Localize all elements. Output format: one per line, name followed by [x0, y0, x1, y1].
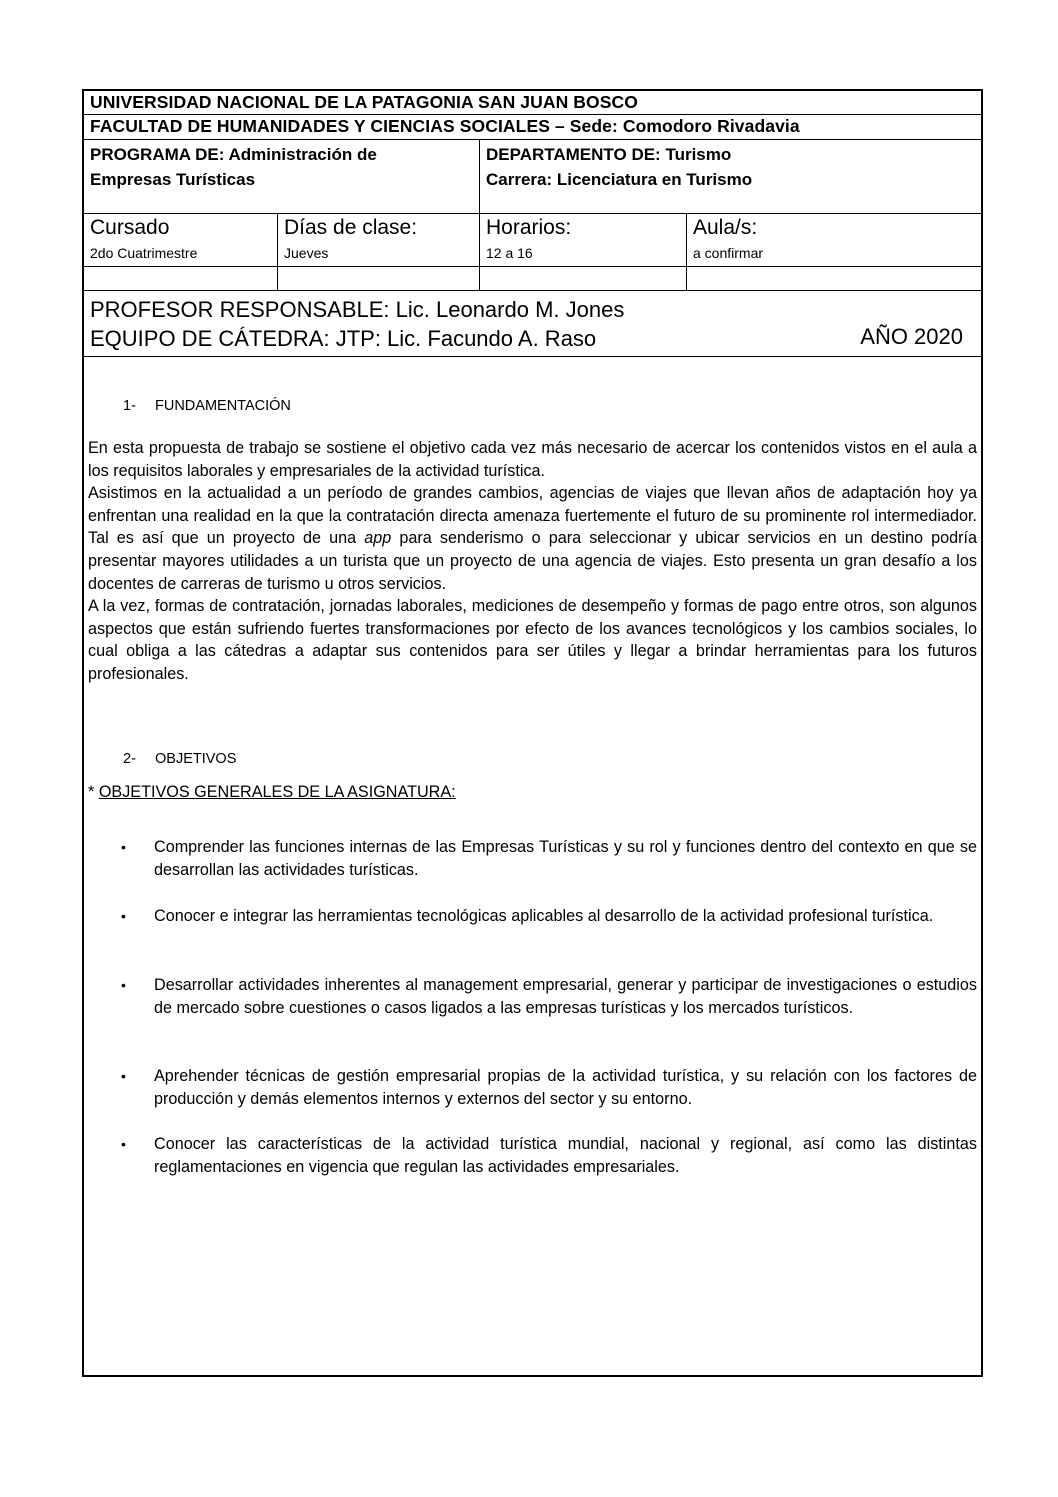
objective-text: Conocer e integrar las herramientas tecnológicas aplicables al desarrollo de la actividad profesional turística.	[154, 907, 934, 925]
objectives-subheading	[88, 781, 456, 804]
program-department-row	[84, 140, 981, 214]
empty-cell	[84, 267, 277, 290]
horarios-value: 12 a 16	[486, 245, 533, 261]
aula-cell	[686, 214, 981, 266]
teaching-team: EQUIPO DE CÁTEDRA: JTP: Lic. Facundo A. Raso	[90, 326, 597, 351]
program-line-2: Empresas Turísticas	[90, 170, 256, 189]
department-name: DEPARTAMENTO DE: Turismo	[486, 145, 732, 164]
bullet-icon: •	[121, 839, 126, 855]
paragraph	[88, 482, 977, 595]
section-number: 2-	[123, 751, 136, 767]
bullet-icon: •	[121, 1136, 126, 1152]
paragraph: En esta propuesta de trabajo se sostiene el objetivo cada vez más necesario de acercar los contenidos vistos en el aula a los requisitos laborales y empresariales de la actividad turística.	[88, 439, 977, 480]
department-cell	[479, 140, 981, 213]
section-title: FUNDAMENTACIÓN	[155, 398, 291, 414]
dias-label: Días de clase:	[284, 216, 418, 239]
bullet-icon: •	[121, 908, 126, 924]
schedule-row	[84, 214, 981, 267]
objective-text: Conocer las características de la actividad turística mundial, nacional y regional, así como las distintas reglamentaciones en vigencia que regulan las actividades empresariales.	[154, 1135, 977, 1176]
paragraph-text: Asistimos en la actualidad a un período de grandes cambios, agencias de viajes que llevan años de adaptación hoy ya enfrentan una realidad en la que la contratación directa amenaza fuertemente el futuro de su prominente rol intermediador. Tal es así que un proyecto de una	[88, 484, 977, 548]
university-row	[84, 91, 981, 115]
horarios-cell	[479, 214, 686, 266]
fundamentacion-text	[88, 437, 977, 686]
objective-text: Comprender las funciones internas de las Empresas Turísticas y su rol y funciones dentro del contexto en que se desarrollan las actividades turísticas.	[154, 838, 977, 879]
staff-info	[90, 295, 624, 353]
horarios-label: Horarios:	[486, 216, 572, 239]
empty-cell	[479, 267, 686, 290]
section-number: 1-	[123, 398, 136, 414]
faculty-name: FACULTAD DE HUMANIDADES Y CIENCIAS SOCIALES – Sede: Comodoro Rivadavia	[90, 116, 800, 136]
objective-text: Aprehender técnicas de gestión empresarial propias de la actividad turística, y su relación con los factores de producción y demás elementos internos y externos del sector y su entorno.	[154, 1067, 977, 1108]
program-cell	[84, 140, 479, 213]
emphasis-app: app	[364, 529, 392, 548]
bullet-icon: •	[121, 977, 126, 993]
paragraph-text: para senderismo o para seleccionar y ubicar servicios en un destino podría presentar mayores utilidades a un turista que un proyecto de una agencia de viajes. Esto presenta un gran desafío a los docentes de carreras de turismo u otros servicios.	[88, 529, 977, 593]
cursado-value: 2do Cuatrimestre	[90, 245, 198, 261]
professor-responsible: PROFESOR RESPONSABLE: Lic. Leonardo M. Jones	[90, 297, 625, 322]
section-heading-objetivos	[123, 748, 236, 771]
asterisk: *	[88, 783, 99, 801]
cursado-cell	[84, 214, 277, 266]
year-label: AÑO 2020	[860, 324, 963, 349]
subheading-text: OBJETIVOS GENERALES DE LA ASIGNATURA:	[98, 783, 456, 801]
cursado-label: Cursado	[90, 216, 170, 239]
program-title	[90, 142, 377, 192]
objective-text: Desarrollar actividades inherentes al management empresarial, generar y participar de investigaciones o estudios de mercado sobre cuestiones o casos ligados a las empresas turísticas y los mercados turísticos.	[154, 976, 977, 1017]
bullet-icon: •	[121, 1068, 126, 1084]
empty-schedule-row	[84, 267, 981, 291]
faculty-row	[84, 115, 981, 140]
paragraph: A la vez, formas de contratación, jornadas laborales, mediciones de desempeño y formas de pago entre otros, son algunos aspectos que están sufriendo fuertes transformaciones por efecto de los avances tecnológicos y los cambios sociales, lo cual obliga a las cátedras a adaptar sus contenidos para ser útiles y llegar a brindar herramientas para los futuros profesionales.	[88, 597, 977, 683]
section-heading-fundamentacion	[123, 395, 291, 418]
university-name: UNIVERSIDAD NACIONAL DE LA PATAGONIA SAN JUAN BOSCO	[90, 92, 638, 112]
staff-row	[84, 291, 981, 357]
dias-cell	[277, 214, 479, 266]
aula-value: a confirmar	[693, 245, 764, 261]
program-line-1: PROGRAMA DE: Administración de	[90, 145, 377, 164]
career-name: Carrera: Licenciatura en Turismo	[486, 170, 753, 189]
aula-label: Aula/s:	[693, 216, 758, 239]
dias-value: Jueves	[284, 245, 329, 261]
empty-cell	[277, 267, 479, 290]
empty-cell	[686, 267, 981, 290]
section-title: OBJETIVOS	[155, 751, 237, 767]
program-document	[82, 89, 983, 1377]
department-info	[486, 142, 752, 192]
